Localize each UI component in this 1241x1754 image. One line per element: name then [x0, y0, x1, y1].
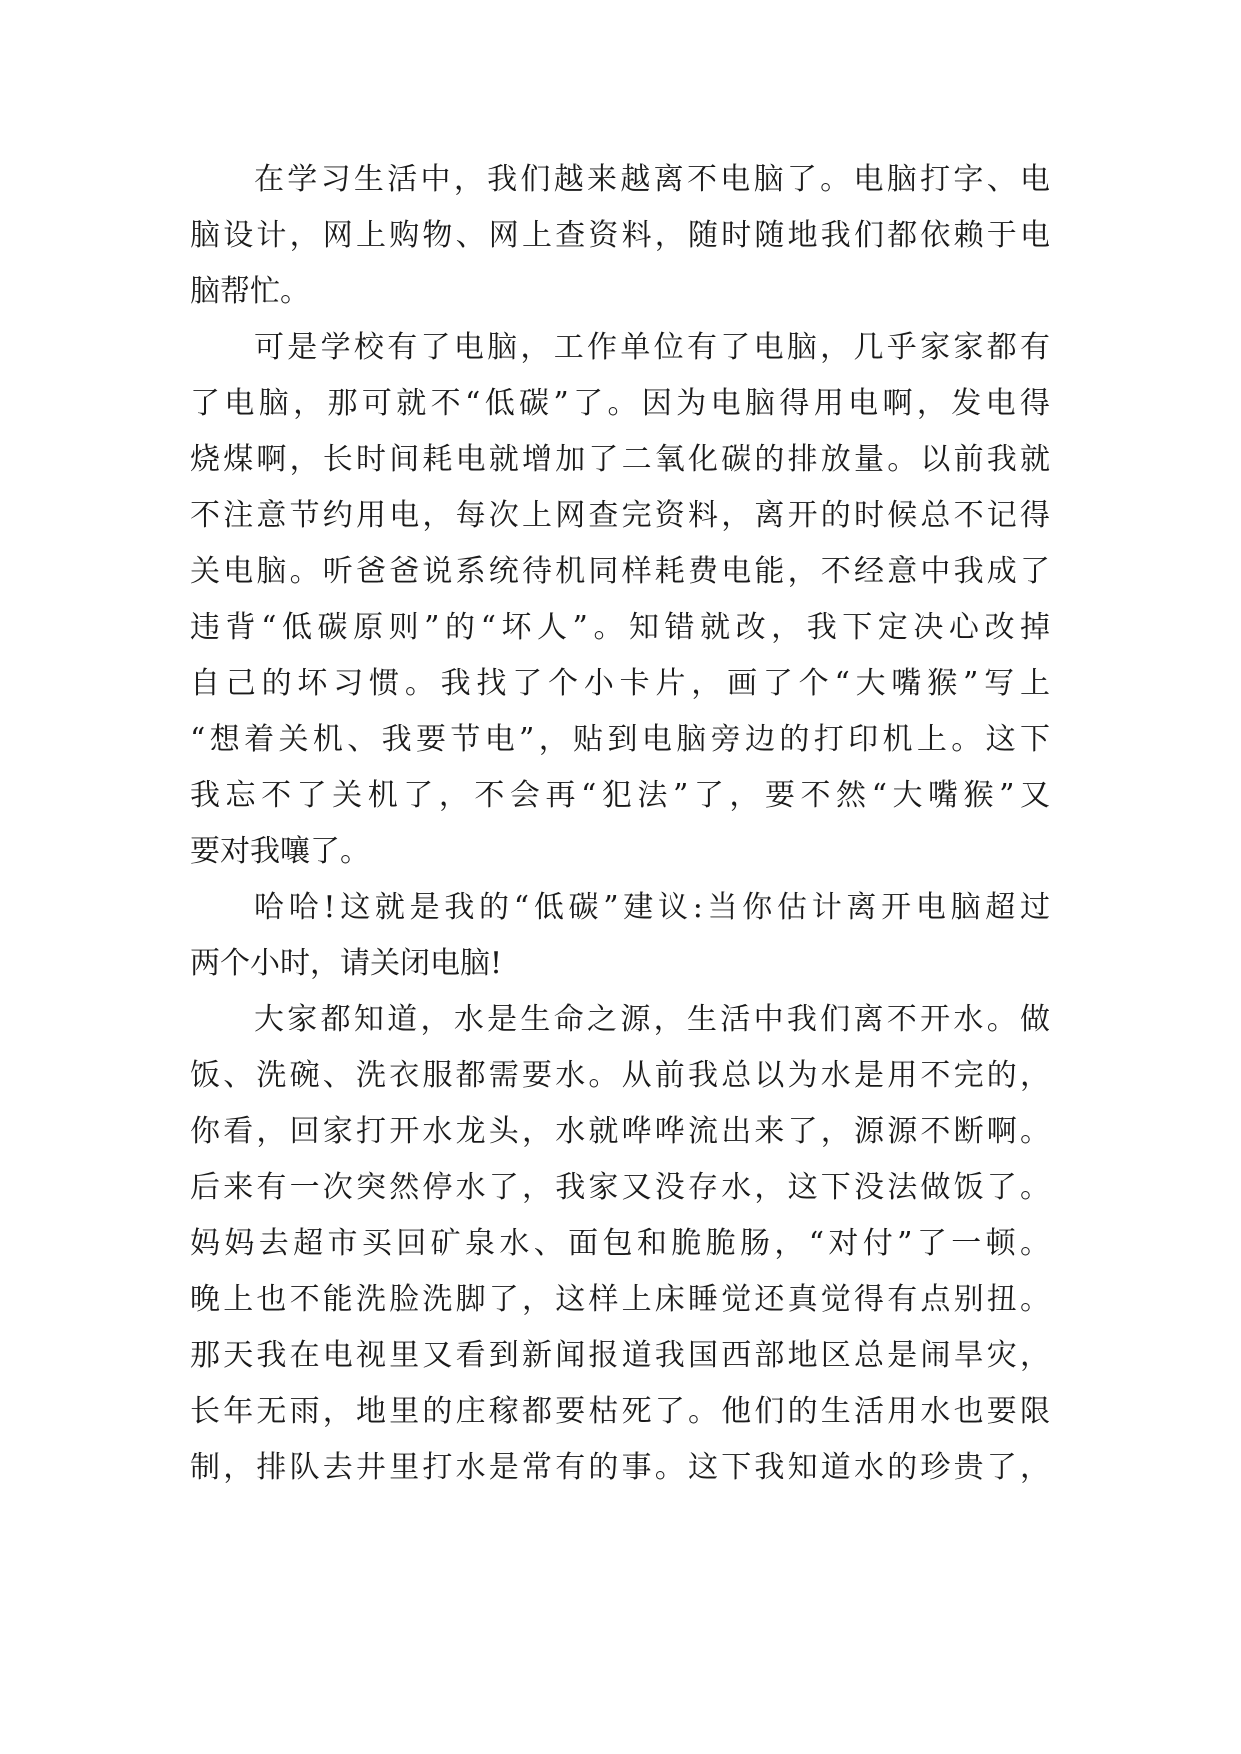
paragraph-1-line-2: 脑设计，网上购物、网上查资料，随时随地我们都依赖于电 — [190, 218, 1050, 253]
paragraph-3-line-2: 两个小时，请关闭电脑! — [190, 946, 503, 981]
paragraph-4-line-5: 妈妈去超市买回矿泉水、面包和脆脆肠，“对付”了一顿。 — [190, 1226, 1050, 1261]
paragraph-1-line-3: 脑帮忙。 — [190, 274, 310, 309]
paragraph-4-line-2: 饭、洗碗、洗衣服都需要水。从前我总以为水是用不完的， — [190, 1058, 1050, 1093]
paragraph-2-line-4: 不注意节约用电，每次上网查完资料，离开的时候总不记得 — [190, 498, 1050, 533]
paragraph-2-line-6: 违背“低碳原则”的“坏人”。知错就改，我下定决心改掉 — [190, 610, 1050, 645]
paragraph-2-line-9: 我忘不了关机了，不会再“犯法”了，要不然“大嘴猴”又 — [190, 778, 1050, 813]
paragraph-4-line-7: 那天我在电视里又看到新闻报道我国西部地区总是闹旱灾， — [190, 1338, 1050, 1373]
paragraph-4-line-9: 制，排队去井里打水是常有的事。这下我知道水的珍贵了， — [190, 1450, 1050, 1485]
paragraph-4-line-4: 后来有一次突然停水了，我家又没存水，这下没法做饭了。 — [190, 1170, 1050, 1205]
paragraph-4-line-3: 你看，回家打开水龙头，水就哗哗流出来了，源源不断啊。 — [190, 1114, 1050, 1149]
paragraph-2-line-7: 自己的坏习惯。我找了个小卡片，画了个“大嘴猴”写上 — [190, 666, 1050, 701]
paragraph-2-line-5: 关电脑。听爸爸说系统待机同样耗费电能，不经意中我成了 — [190, 554, 1050, 589]
paragraph-2-line-2: 了电脑，那可就不“低碳”了。因为电脑得用电啊，发电得 — [190, 386, 1050, 421]
paragraph-3-line-1: 哈哈!这就是我的“低碳”建议:当你估计离开电脑超过 — [254, 890, 1050, 925]
paragraph-2-line-10: 要对我嚷了。 — [190, 834, 370, 869]
paragraph-2-line-3: 烧煤啊，长时间耗电就增加了二氧化碳的排放量。以前我就 — [190, 442, 1050, 477]
paragraph-2-line-1: 可是学校有了电脑，工作单位有了电脑，几乎家家都有 — [254, 330, 1050, 365]
paragraph-4-line-8: 长年无雨，地里的庄稼都要枯死了。他们的生活用水也要限 — [190, 1394, 1050, 1429]
paragraph-4-line-6: 晚上也不能洗脸洗脚了，这样上床睡觉还真觉得有点别扭。 — [190, 1282, 1050, 1317]
paragraph-4-line-1: 大家都知道，水是生命之源，生活中我们离不开水。做 — [254, 1002, 1050, 1037]
paragraph-1-line-1: 在学习生活中，我们越来越离不电脑了。电脑打字、电 — [254, 162, 1050, 197]
paragraph-2-line-8: “想着关机、我要节电”，贴到电脑旁边的打印机上。这下 — [190, 722, 1050, 757]
